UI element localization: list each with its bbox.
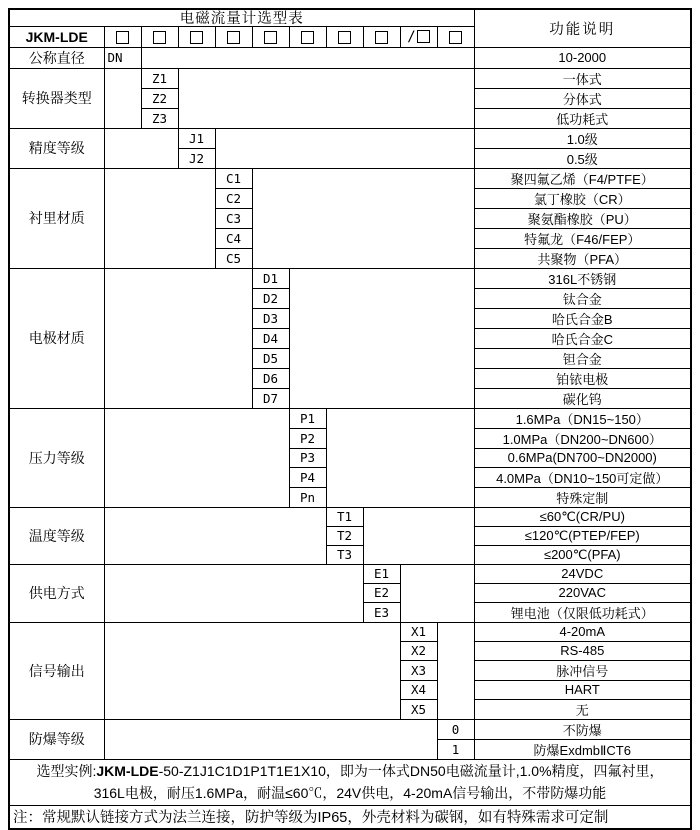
model-code-checkbox[interactable]: [116, 31, 129, 44]
code-cell: D2: [252, 288, 289, 308]
function-value: 低功耗式: [474, 108, 691, 128]
function-value: 聚氨酯橡胶（PU）: [474, 208, 691, 228]
example-line-1: [10, 760, 690, 782]
category-label: 转换器类型: [9, 68, 104, 128]
code-cell: D6: [252, 368, 289, 388]
function-value: 哈氏合金B: [474, 308, 691, 328]
model-code-cell: [326, 26, 363, 47]
blank-cell: [141, 47, 474, 68]
code-cell: C1: [215, 168, 252, 188]
function-value: HART: [474, 680, 691, 699]
function-value: 1.6MPa（DN15~150）: [474, 408, 691, 428]
model-code-checkbox[interactable]: [190, 31, 203, 44]
code-cell: Z3: [141, 108, 178, 128]
code-cell: C2: [215, 188, 252, 208]
function-value: 分体式: [474, 88, 691, 108]
code-cell: P3: [289, 448, 326, 467]
code-cell: 0: [437, 719, 474, 739]
code-cell: C5: [215, 248, 252, 268]
function-value: RS-485: [474, 641, 691, 660]
category-label: 精度等级: [9, 128, 104, 168]
function-value: 钛合金: [474, 288, 691, 308]
function-value: 聚四氟乙烯（F4/PTFE）: [474, 168, 691, 188]
code-cell: Z2: [141, 88, 178, 108]
function-value: 10-2000: [474, 47, 691, 68]
code-cell: J1: [178, 128, 215, 148]
function-value: 不防爆: [474, 719, 691, 739]
code-cell: X5: [400, 699, 437, 719]
slash-separator: /: [407, 28, 416, 45]
model-code-checkbox[interactable]: [153, 31, 166, 44]
blank-cell: [104, 719, 437, 759]
code-cell: J2: [178, 148, 215, 168]
function-value: ≤200℃(PFA): [474, 545, 691, 564]
code-cell: P4: [289, 467, 326, 487]
code-cell: D4: [252, 328, 289, 348]
code-cell: T1: [326, 507, 363, 526]
code-cell: T2: [326, 526, 363, 545]
model-code-checkbox[interactable]: [338, 31, 351, 44]
function-value: 脉冲信号: [474, 660, 691, 680]
function-column-header: 功能说明: [474, 9, 691, 47]
code-cell: D7: [252, 388, 289, 408]
function-value: 特殊定制: [474, 487, 691, 507]
model-code-cell: [104, 26, 141, 47]
model-code-checkbox[interactable]: [301, 31, 314, 44]
code-cell: X2: [400, 641, 437, 660]
code-cell: D5: [252, 348, 289, 368]
function-value: 4.0MPa（DN10~150可定做）: [474, 467, 691, 487]
code-cell: D1: [252, 268, 289, 288]
code-cell: C3: [215, 208, 252, 228]
example-line-2: 316L电极，耐压1.6MPa，耐温≤60℃，24V供电，4-20mA信号输出，不带防爆功能: [93, 785, 607, 801]
function-value: 220VAC: [474, 583, 691, 602]
example-row: [9, 759, 691, 805]
category-label: 电极材质: [9, 268, 104, 408]
blank-cell: [326, 408, 474, 507]
blank-cell: [437, 622, 474, 719]
function-value: 特氟龙（F46/FEP）: [474, 228, 691, 248]
model-code-cell: [252, 26, 289, 47]
model-code-cell: [400, 26, 437, 47]
function-value: ≤120℃(PTEP/FEP): [474, 526, 691, 545]
model-code-cell: [363, 26, 400, 47]
category-label: 温度等级: [9, 507, 104, 564]
code-cell: X3: [400, 660, 437, 680]
blank-cell: [400, 564, 474, 622]
category-label: 供电方式: [9, 564, 104, 622]
category-label: 防爆等级: [9, 719, 104, 759]
function-value: 氯丁橡胶（CR）: [474, 188, 691, 208]
function-value: 一体式: [474, 68, 691, 88]
model-code-cell: [289, 26, 326, 47]
blank-cell: [215, 128, 474, 168]
function-value: ≤60℃(CR/PU): [474, 507, 691, 526]
model-code-cell: [215, 26, 252, 47]
code-cell: 1: [437, 739, 474, 759]
function-value: 0.5级: [474, 148, 691, 168]
blank-cell: [104, 168, 215, 268]
function-value: 无: [474, 699, 691, 719]
example-model-bold: JKM-LDE: [96, 763, 159, 779]
function-value: 24VDC: [474, 564, 691, 583]
category-label: 信号输出: [9, 622, 104, 719]
table-title: 电磁流量计选型表: [9, 9, 474, 26]
blank-cell: [178, 68, 474, 128]
model-code-cell: [178, 26, 215, 47]
code-cell: X1: [400, 622, 437, 641]
model-code-checkbox[interactable]: [264, 31, 277, 44]
model-code-checkbox[interactable]: [375, 31, 388, 44]
function-value: 钽合金: [474, 348, 691, 368]
function-value: 1.0级: [474, 128, 691, 148]
example-line1-rest: -50-Z1J1C1D1P1T1E1X10，即为一体式DN50电磁流量计,1.0%精度，四氟衬里，: [158, 763, 664, 779]
code-cell: X4: [400, 680, 437, 699]
code-cell: Z1: [141, 68, 178, 88]
code-cell: D3: [252, 308, 289, 328]
note-row: 注：常规默认链接方式为法兰连接，防护等级为IP65，外壳材料为碳钢，如有特殊需求可定制: [9, 805, 691, 829]
blank-cell: [104, 408, 289, 507]
function-value: 哈氏合金C: [474, 328, 691, 348]
blank-cell: [104, 507, 326, 564]
blank-cell: [104, 68, 141, 128]
blank-cell: [289, 268, 474, 408]
code-cell: E1: [363, 564, 400, 583]
code-cell: E3: [363, 602, 400, 622]
blank-cell: [104, 128, 178, 168]
code-cell: C4: [215, 228, 252, 248]
code-cell: DN: [104, 47, 141, 68]
code-cell: P2: [289, 428, 326, 448]
function-value: 碳化钨: [474, 388, 691, 408]
category-label: 公称直径: [9, 47, 104, 68]
blank-cell: [104, 268, 252, 408]
model-code-checkbox[interactable]: [449, 31, 462, 44]
blank-cell: [363, 507, 474, 564]
function-value: 1.0MPa（DN200~DN600）: [474, 428, 691, 448]
function-value: 防爆ExdmbⅡCT6: [474, 739, 691, 759]
selection-table: [8, 8, 692, 830]
category-label: 压力等级: [9, 408, 104, 507]
blank-cell: [104, 622, 400, 719]
model-prefix: JKM-LDE: [9, 26, 104, 47]
model-code-cell: [141, 26, 178, 47]
function-value: 铂铱电极: [474, 368, 691, 388]
function-value: 共聚物（PFA）: [474, 248, 691, 268]
code-cell: Pn: [289, 487, 326, 507]
blank-cell: [104, 564, 363, 622]
function-value: 316L不锈钢: [474, 268, 691, 288]
function-value: 0.6MPa(DN700~DN2000): [474, 448, 691, 467]
code-cell: E2: [363, 583, 400, 602]
function-value: 锂电池（仅限低功耗式）: [474, 602, 691, 622]
code-cell: T3: [326, 545, 363, 564]
example-prefix: 选型实例:: [36, 763, 97, 779]
blank-cell: [252, 168, 474, 268]
code-cell: P1: [289, 408, 326, 428]
model-code-cell: [437, 26, 474, 47]
model-code-checkbox[interactable]: [417, 30, 430, 43]
function-value: 4-20mA: [474, 622, 691, 641]
category-label: 衬里材质: [9, 168, 104, 268]
model-code-checkbox[interactable]: [227, 31, 240, 44]
